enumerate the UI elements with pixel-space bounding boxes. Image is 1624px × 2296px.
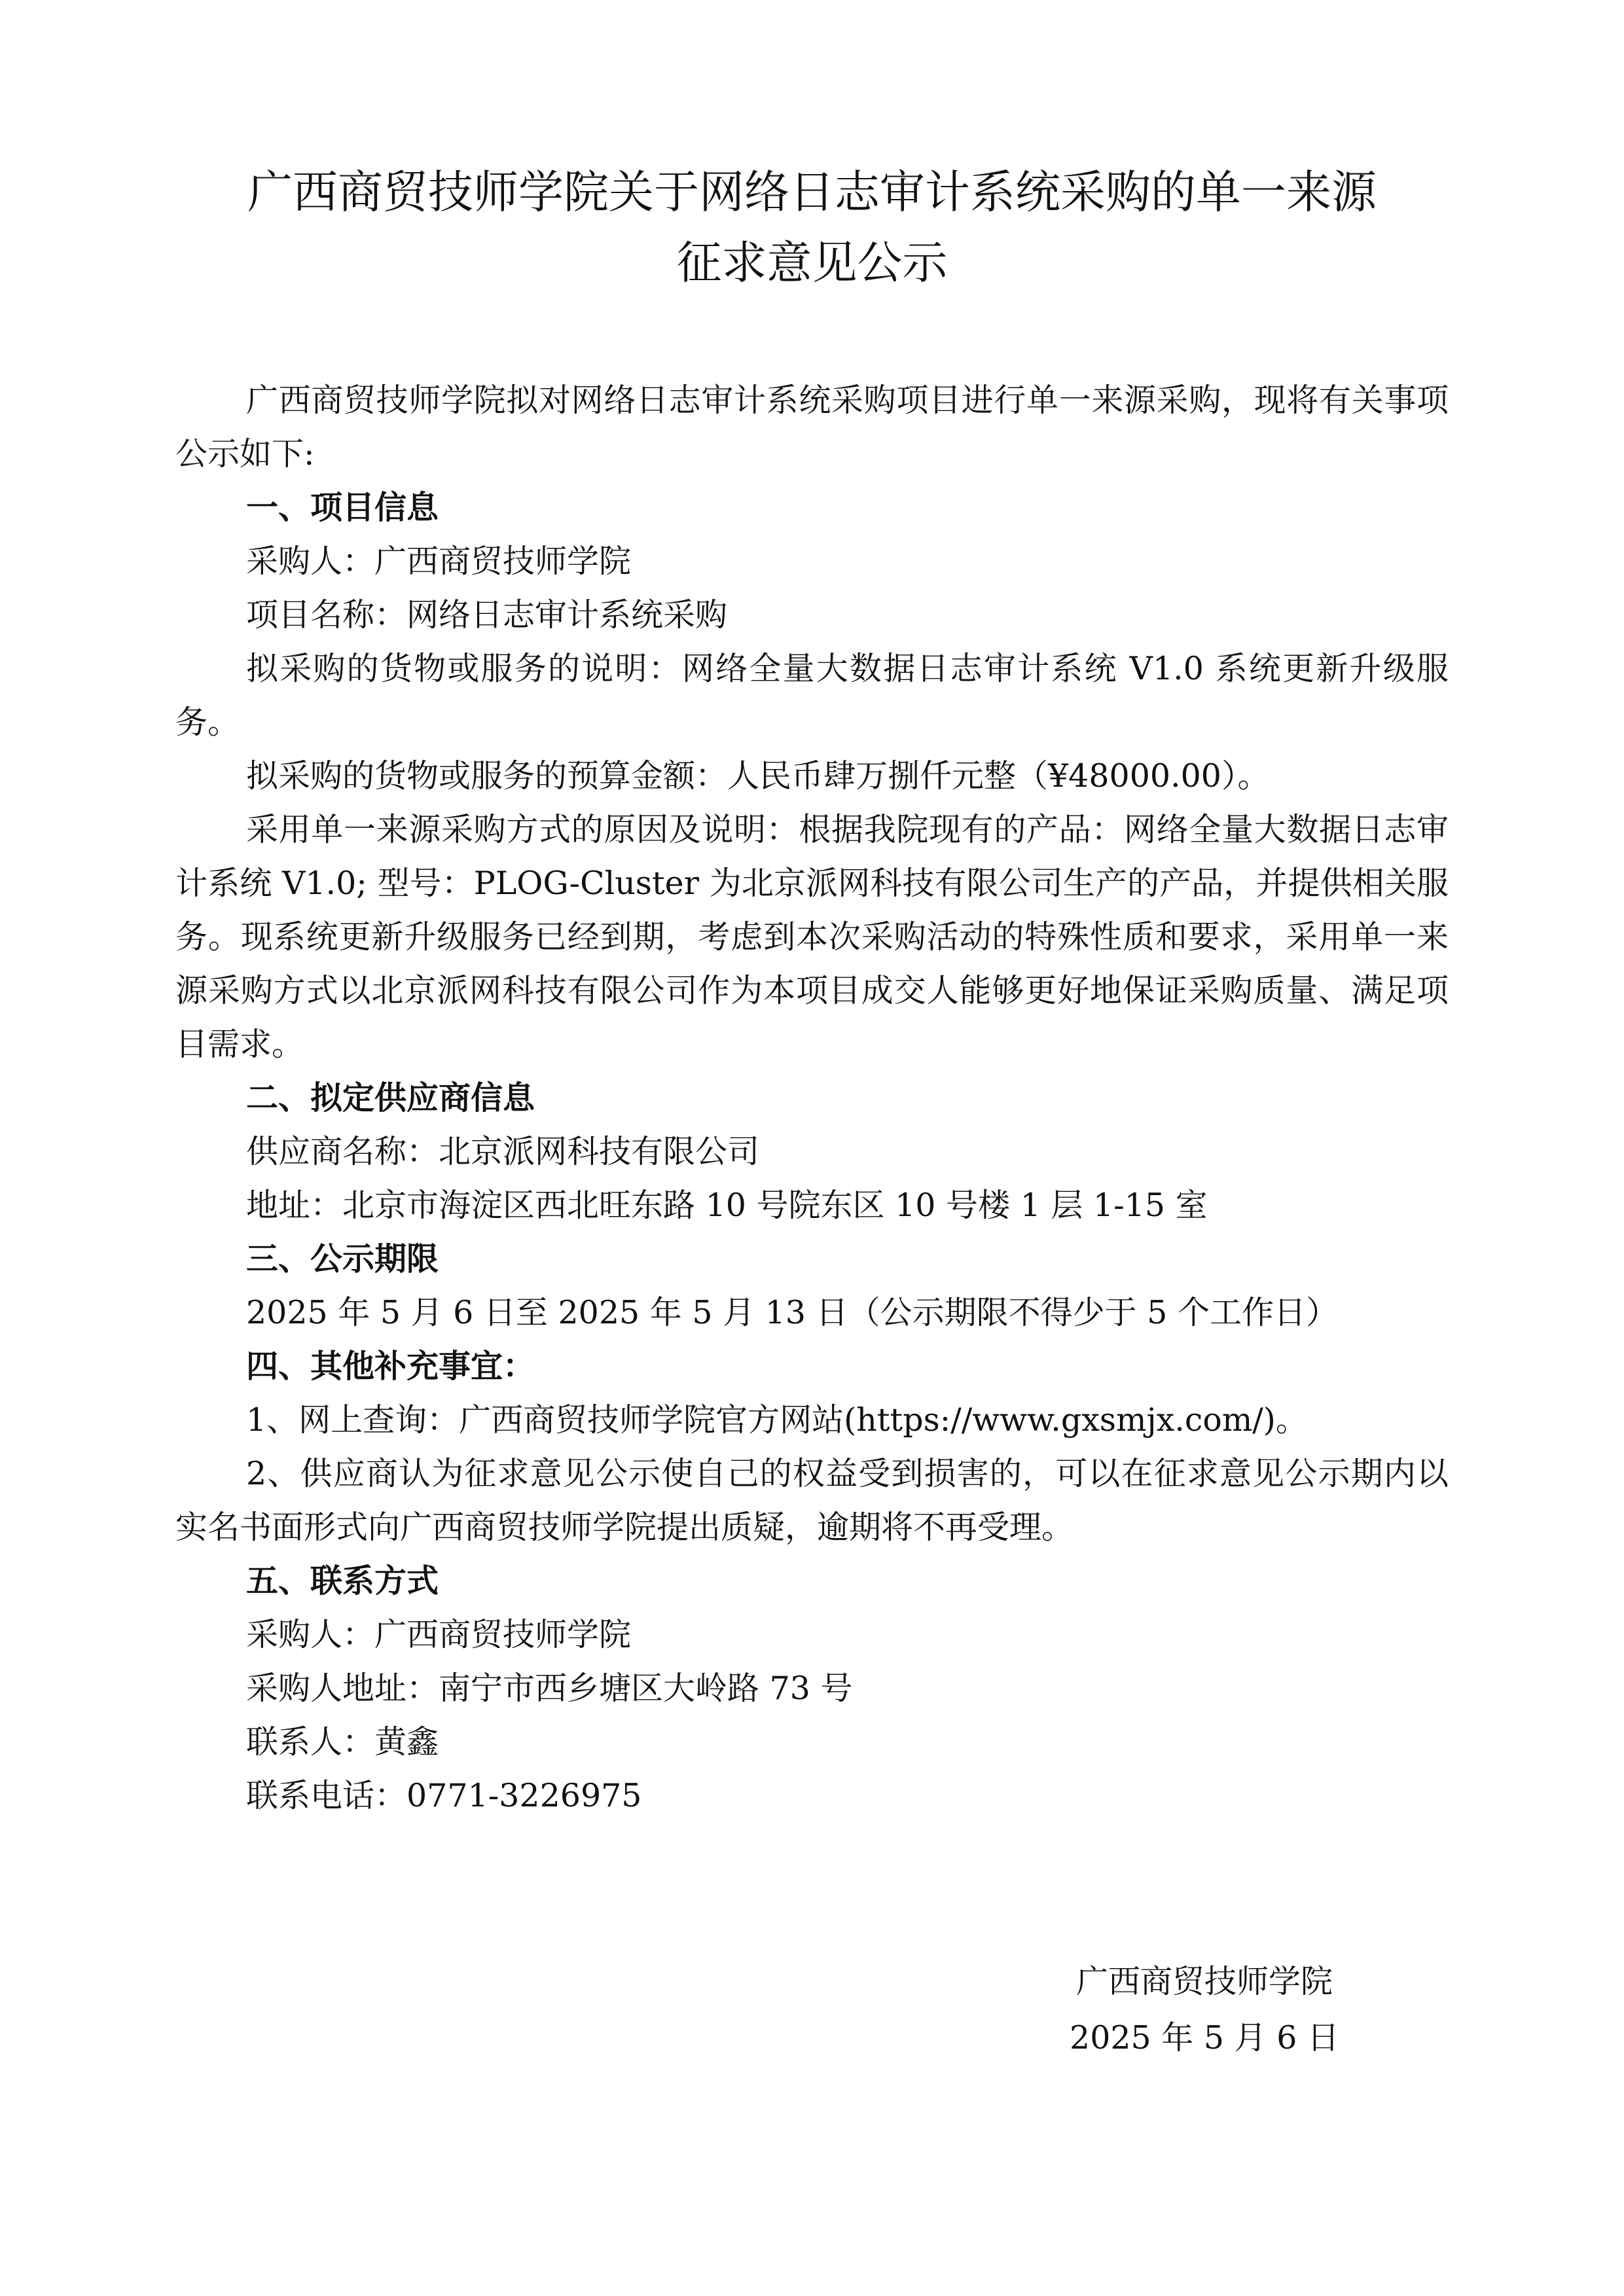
section-5-contact-person: 联系人：黄鑫 [246, 1723, 439, 1761]
section-4-item-2: 2、供应商认为征求意见公示使自己的权益受到损害的，可以在征求意见公示期内以实名书面形式向广西商贸技师学院提出质疑，逾期将不再受理。 [175, 1455, 1449, 1546]
document-title-line-2: 征求意见公示 [676, 237, 948, 289]
section-5-purchaser: 采购人：广西商贸技师学院 [246, 1616, 632, 1653]
signature-block [1021, 1954, 1388, 2066]
section-1-project-name: 项目名称：网络日志审计系统采购 [246, 596, 728, 634]
section-4-item-1: 1、网上查询：广西商贸技师学院官方网站(https://www.gxsmjx.com/)。 [246, 1401, 1308, 1439]
signature-org: 广西商贸技师学院 [1075, 1963, 1333, 2000]
document-title-line-1: 广西商贸技师学院关于网络日志审计系统采购的单一来源 [247, 166, 1377, 219]
document-body [175, 374, 1449, 1823]
section-1-reason: 采用单一来源采购方式的原因及说明：根据我院现有的产品：网络全量大数据日志审计系统 V1.0; 型号：PLOG-Cluster 为北京派网科技有限公司生产的产品，并提供相关服务。现系统更新升级服务已经到期，考虑到本次采购活动的特殊性质和要求，采用单一来源采购方式以北京派网科技有限公司作为本项目成交人能够更好地保证采购质量、满足项目需求。 [175, 811, 1449, 1063]
section-2-address: 地址：北京市海淀区西北旺东路 10 号院东区 10 号楼 1 层 1-15 室 [246, 1187, 1208, 1224]
section-3-period: 2025 年 5 月 6 日至 2025 年 5 月 13 日（公示期限不得少于 5 个工作日） [246, 1294, 1338, 1331]
intro-paragraph: 广西商贸技师学院拟对网络日志审计系统采购项目进行单一来源采购，现将有关事项公示如下: [175, 382, 1449, 473]
section-5-purchaser-address: 采购人地址：南宁市西乡塘区大岭路 73 号 [246, 1670, 853, 1707]
section-1-heading: 一、项目信息 [246, 489, 439, 526]
section-3-heading: 三、公示期限 [246, 1240, 439, 1278]
section-1-purchaser: 采购人：广西商贸技师学院 [246, 543, 632, 580]
section-1-budget: 拟采购的货物或服务的预算金额：人民币肆万捌仟元整（¥48000.00）。 [246, 757, 1270, 795]
section-4-heading: 四、其他补充事宜： [246, 1348, 535, 1385]
section-2-heading: 二、拟定供应商信息 [246, 1079, 535, 1117]
section-2-supplier-name: 供应商名称：北京派网科技有限公司 [246, 1133, 760, 1170]
section-1-goods-description: 拟采购的货物或服务的说明：网络全量大数据日志审计系统 V1.0 系统更新升级服务。 [175, 650, 1449, 741]
section-5-heading: 五、联系方式 [246, 1562, 439, 1600]
section-5-contact-phone: 联系电话：0771-3226975 [246, 1777, 642, 1814]
signature-date: 2025 年 5 月 6 日 [1070, 2019, 1339, 2056]
